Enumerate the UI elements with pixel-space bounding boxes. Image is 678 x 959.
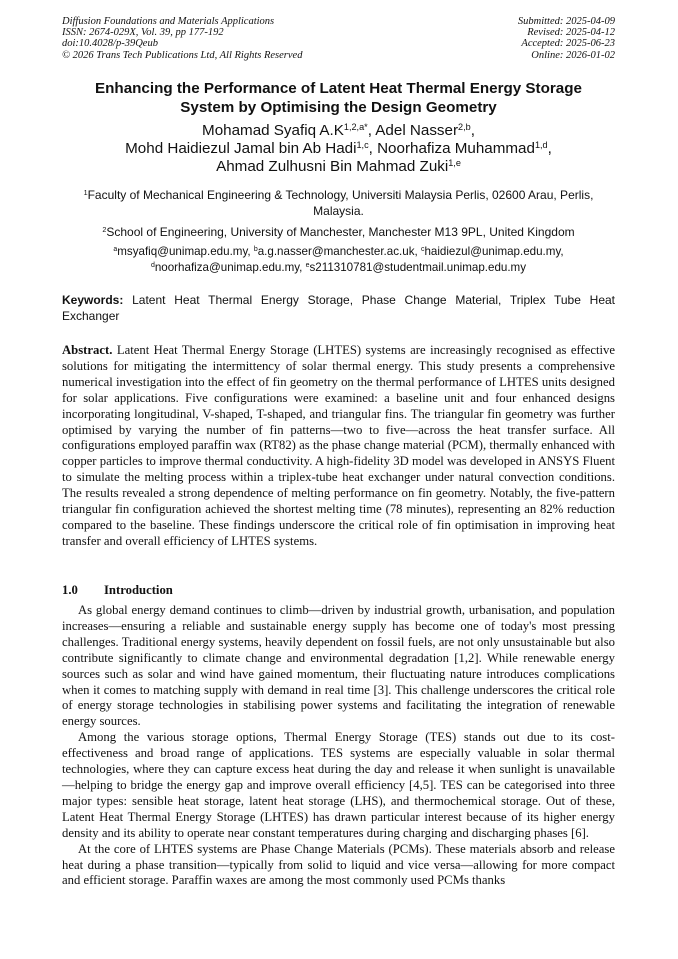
email-link[interactable]: haidiezul@unimap.edu.my bbox=[424, 245, 561, 258]
paragraph: At the core of LHTES systems are Phase Change Materials (PCMs). These materials absorb and release heat during a phase transition—typically from solid to liquid and vice versa—allowing for more compact and efficient storage. Paraffin waxes are among the most commonly used PCMs thanks bbox=[62, 841, 615, 888]
keywords-text: Latent Heat Thermal Energy Storage, Phase Change Material, Triplex Tube Heat Exchanger bbox=[62, 293, 615, 323]
abstract-label: Abstract. bbox=[62, 343, 113, 357]
publication-dates bbox=[395, 16, 615, 61]
date-submitted: Submitted: 2025-04-09 bbox=[517, 16, 615, 27]
authors-line-1: Mohamad Syafiq $A.K^{1,2,a*}$, Adel Nasser$^{2,b}$, bbox=[202, 121, 475, 139]
email-mark: e bbox=[305, 262, 310, 270]
journal-copyright: © 2026 Trans Tech Publications Ltd, All Rights Reserved bbox=[62, 49, 303, 61]
affiliation-text: Faculty of Mechanical Engineering & Technology, Universiti Malaysia Perlis, 02600 Arau, Perlis, bbox=[87, 188, 594, 202]
journal-issn: ISSN: 2674-029X, Vol. 39, pp 177-192 bbox=[62, 27, 224, 39]
section-number: 1.0 bbox=[62, 583, 78, 597]
email-mark: c bbox=[420, 246, 425, 254]
section-title: Introduction bbox=[104, 583, 173, 597]
date-revised: Revised: 2025-04-12 bbox=[527, 27, 615, 39]
date-accepted: Accepted: 2025-06-23 bbox=[521, 38, 615, 50]
authors-line-2: Mohd Haidiezul Jamal bin Ab Hadi$^{1,c}$, Noorhafiza Muhammad$^{1,d}$, bbox=[125, 139, 552, 157]
email-mark: b bbox=[253, 246, 258, 254]
author-list bbox=[62, 122, 615, 176]
keywords-label: Keywords: bbox=[62, 293, 124, 307]
author-affil-mark: 2,b bbox=[458, 121, 471, 132]
paper-title bbox=[62, 80, 615, 117]
journal-name: Diffusion Foundations and Materials Applications bbox=[62, 16, 275, 27]
section-heading bbox=[62, 583, 173, 598]
keywords bbox=[62, 292, 615, 324]
author-affil-mark: 1,2,a* bbox=[343, 121, 368, 132]
abstract-text: Latent Heat Thermal Energy Storage (LHTES) systems are increasingly recognised as effective solutions for mitigating the intermittency of solar thermal energy. This study presents a comprehensive numerical investigation into the effect of fin geometry on the thermal performance of LHTES units designed for solar applications. Five configurations were examined: a baseline unit and four enhanced designs incorporating longitudinal, V-shaped, T-shaped, and triangular fins. The triangular fin geometry was further optimised by varying the number of fin patterns—two to five—across the heat transfer surface. All configurations employed paraffin wax (RT82) as the phase change material (PCM), thermally enhanced with copper particles to improve thermal conductivity. A high-fidelity 3D model was developed in ANSYS Fluent to simulate the melting process within a triplex-tube heat exchanger under natural convection conditions. The results revealed a strong dependence of melting performance on fin geometry. Notably, the five-pattern triangular fin configuration achieved the shortest melting time (78 minutes), representing an 82% reduction compared to the baseline. These findings underscore the critical role of fin optimisation in improving heat transfer and overall efficiency of LHTES systems. bbox=[62, 343, 616, 548]
author-name: Ahmad Zulhusni Bin Mahmad Zuki bbox=[216, 158, 449, 175]
author-affil-mark: 1,e bbox=[448, 157, 461, 168]
author-affil-mark: 1,c bbox=[356, 139, 369, 150]
abstract bbox=[62, 343, 615, 550]
author-name: Adel Nasser bbox=[375, 122, 459, 139]
email-link[interactable]: noorhafiza@unimap.edu.my bbox=[154, 261, 300, 274]
affiliation-mark: 1 bbox=[83, 188, 88, 198]
affiliation-mark: 2 bbox=[102, 225, 107, 235]
affiliation-text-cont: Malaysia. bbox=[313, 204, 364, 218]
affiliation-2 bbox=[62, 224, 615, 240]
journal-info bbox=[62, 16, 382, 61]
authors-line-3 bbox=[62, 158, 615, 176]
email-mark: a bbox=[113, 246, 118, 254]
title-line-2: System by Optimising the Design Geometry bbox=[180, 98, 497, 116]
author-name: Noorhafiza Muhammad bbox=[377, 140, 535, 157]
author-emails: $^a$msyafiq@unimap.edu.my, $^b$a.g.nasser@manchester.ac.uk, $^c$haidiezul@unimap.edu.my, $^d$noorhafiza@unimap.edu.my, $^e$s211310781@studentmail.unimap.edu.my bbox=[113, 245, 564, 274]
affiliation-1 bbox=[62, 187, 615, 219]
email-link[interactable]: s211310781@studentmail.unimap.edu.my bbox=[309, 261, 527, 274]
author-affil-mark: 1,d bbox=[534, 139, 548, 150]
email-link[interactable]: msyafiq@unimap.edu.my bbox=[117, 245, 248, 258]
introduction-body bbox=[62, 603, 615, 889]
author-name: Mohamad Syafiq A.K bbox=[202, 122, 344, 139]
email-link[interactable]: a.g.nasser@manchester.ac.uk bbox=[257, 245, 415, 258]
paragraph: As global energy demand continues to climb—driven by industrial growth, urbanisation, and population increases—ensuring a reliable and sustainable energy supply has become one of today's most pressing challenges. Traditional energy systems, heavily dependent on fossil fuels, are not only unsustainable but also contribute significantly to climate change and environmental degradation [1,2]. While renewable energy sources such as solar and wind have gained momentum, their fluctuating nature introduces complications when it comes to matching supply with demand in real time [3]. This challenge underscores the critical role of energy storage technologies in stabilising power systems and facilitating the integration of renewable energy sources. bbox=[62, 603, 615, 729]
paragraph: Among the various storage options, Thermal Energy Storage (TES) stands out due to its cost-effectiveness and broad range of applications. TES systems are especially valuable in solar thermal technologies, where they can capture excess heat during the day and release it when sunlight is unavailable—helping to bridge the energy gap and improve overall efficiency [4,5]. TES can be categorised into three major types: sensible heat storage, latent heat storage (LHS), and thermochemical storage. Out of these, Latent Heat Thermal Energy Storage (LHTES) has drawn particular interest because of its higher energy density and its ability to operate near constant temperatures during charging and discharging phases [6]. bbox=[62, 730, 615, 840]
author-name: Mohd Haidiezul Jamal bin Ab Hadi bbox=[125, 140, 357, 157]
title-line-1: Enhancing the Performance of Latent Heat Thermal Energy Storage bbox=[95, 80, 582, 97]
email-mark: d bbox=[150, 262, 155, 270]
affiliation-text: School of Engineering, University of Manchester, Manchester M13 9PL, United Kingdom bbox=[106, 225, 575, 239]
journal-doi: doi:10.4028/p-39Qeub bbox=[62, 38, 158, 50]
date-online: Online: 2026-01-02 bbox=[531, 49, 615, 61]
